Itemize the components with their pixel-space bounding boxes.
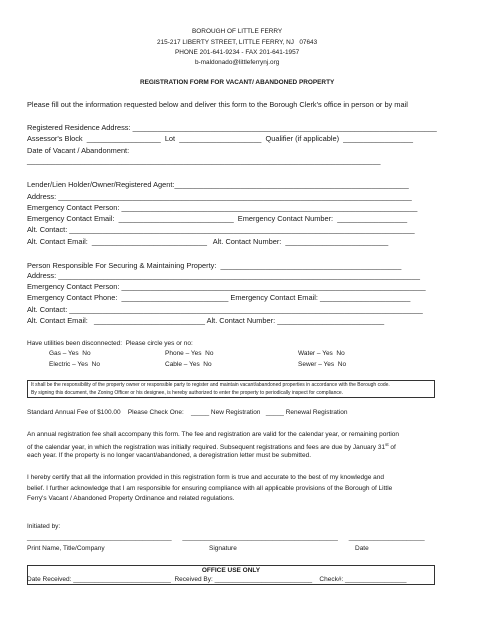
vacant-date-label: Date of Vacant / Abandonment: [27, 146, 130, 155]
registered-address-label: Registered Residence Address: [27, 123, 133, 132]
initiated-by-label: Initiated by: [27, 523, 61, 530]
responsible-alt-email-number-row[interactable]: Alt. Contact Email: ___________________________ Alt. Contact Number: __________________________ [27, 316, 385, 325]
lender-agent-row[interactable]: Lender/Lien Holder/Owner/Registered Agent:_________________________________________________________ [27, 180, 409, 189]
header-email[interactable]: b-maldonado@littleferrynj.org [194, 59, 280, 66]
certify-line-1: I hereby certify that all the information provided in this registration form is true and accurate to the best of my knowledge and [27, 474, 384, 481]
header-org: BOROUGH OF LITTLE FERRY [192, 28, 283, 35]
header-phone: PHONE 201-641-9234 - FAX 201-641-1957 [174, 49, 300, 56]
certify-line-2: belief. I further acknowledge that I am responsible for ensuring compliance with all applicable provisions of the Borough of Little [27, 485, 393, 492]
responsible-address-row[interactable]: Address: ________________________________________________________________________________________ [27, 271, 420, 280]
lender-contact-person-row[interactable]: Emergency Contact Person: ________________________________________________________________________ [27, 203, 418, 212]
certify-line-3: Ferry's Vacant / Abandoned Property Ordinance and related regulations. [27, 495, 235, 502]
lender-address-row[interactable]: Address: ______________________________________________________________________________________ [27, 192, 412, 201]
header-address: 215-217 LIBERTY STREET, LITTLE FERRY, NJ 07643 [157, 39, 318, 46]
compliance-notice-box [27, 380, 435, 398]
notice-line-2: By signing this document, the Zoning Officer or his designee, is hereby authorized to enter the property to periodically inspect for compliance. [31, 390, 344, 396]
responsible-contact-person-row[interactable]: Emergency Contact Person: __________________________________________________________________________ [27, 282, 426, 291]
vacant-date-field[interactable]: ______________________________________________________________________________________ [27, 156, 381, 165]
office-use-title: OFFICE USE ONLY [201, 567, 261, 574]
responsible-contact-phone-email-row[interactable]: Emergency Contact Phone: __________________________ Emergency Contact Email: ______________________ [27, 293, 411, 302]
utilities-question: Have utilities been disconnected: Please circle yes or no: [27, 340, 193, 347]
lender-alt-email-number-row[interactable]: Alt. Contact Email: ____________________________ Alt. Contact Number: _________________________ [27, 237, 389, 246]
annual-paragraph-line-3: each year. If the property is no longer vacant/abandoned, a deregistration letter must be submitted. [27, 452, 312, 459]
instructions: Please fill out the information requested below and deliver this form to the Borough Clerk's office in person or by mail [27, 100, 408, 109]
date-label: Date [355, 545, 369, 552]
registered-address-field[interactable]: __________________________________________________________________________ [132, 123, 437, 132]
responsible-alt-contact-row[interactable]: Alt. Contact: ______________________________________________________________________________________ [27, 305, 423, 314]
fee-registration-choice-row[interactable]: Standard Annual Fee of $100.00 Please Check One: _____ New Registration _____ Renewal Registration [27, 409, 348, 416]
utility-phone-choice[interactable]: Phone – Yes No [165, 350, 214, 357]
utility-water-choice[interactable]: Water – Yes No [298, 350, 345, 357]
responsible-person-row[interactable]: Person Responsible For Securing & Maintaining Property: ____________________________________________ [27, 261, 402, 270]
utility-electric-choice[interactable]: Electric – Yes No [49, 361, 100, 368]
utility-cable-choice[interactable]: Cable – Yes No [165, 361, 212, 368]
print-name-label: Print Name, Title/Company [27, 545, 105, 552]
assessor-block-lot-row[interactable]: Assessor's Block __________________ Lot ____________________ Qualifier (if applicable) _________________ [27, 134, 414, 143]
utility-gas-choice[interactable]: Gas – Yes No [49, 350, 91, 357]
signature-label: Signature [209, 545, 237, 552]
annual-paragraph-line-2: of the calendar year, in which the registration was initially required. Subsequent registrations and fees are due by January 31st of [27, 442, 396, 451]
office-use-fields-row[interactable]: Date Received: ___________________________ Received By: ___________________________ Check#: _________________ [27, 576, 407, 583]
annual-paragraph-line-1: An annual registration fee shall accompany this form. The fee and registration are valid for the calendar year, or remaining portion [27, 431, 400, 438]
utility-sewer-choice[interactable]: Sewer – Yes No [298, 361, 347, 368]
lender-contact-email-number-row[interactable]: Emergency Contact Email: ____________________________ Emergency Contact Number: _________________ [27, 214, 408, 223]
registered-address-row[interactable] [27, 124, 437, 131]
form-title: REGISTRATION FORM FOR VACANT/ ABANDONED PROPERTY [139, 79, 335, 86]
lender-alt-contact-row[interactable]: Alt. Contact: ____________________________________________________________________________________ [27, 225, 415, 234]
signature-lines[interactable]: ________________________________________ ___________________________________________ _____________________ [27, 534, 425, 541]
notice-line-1: It shall be the responsibility of the property owner or responsible party to register and maintain vacant/abandoned properties in accordance with the Borough code. [31, 382, 390, 388]
